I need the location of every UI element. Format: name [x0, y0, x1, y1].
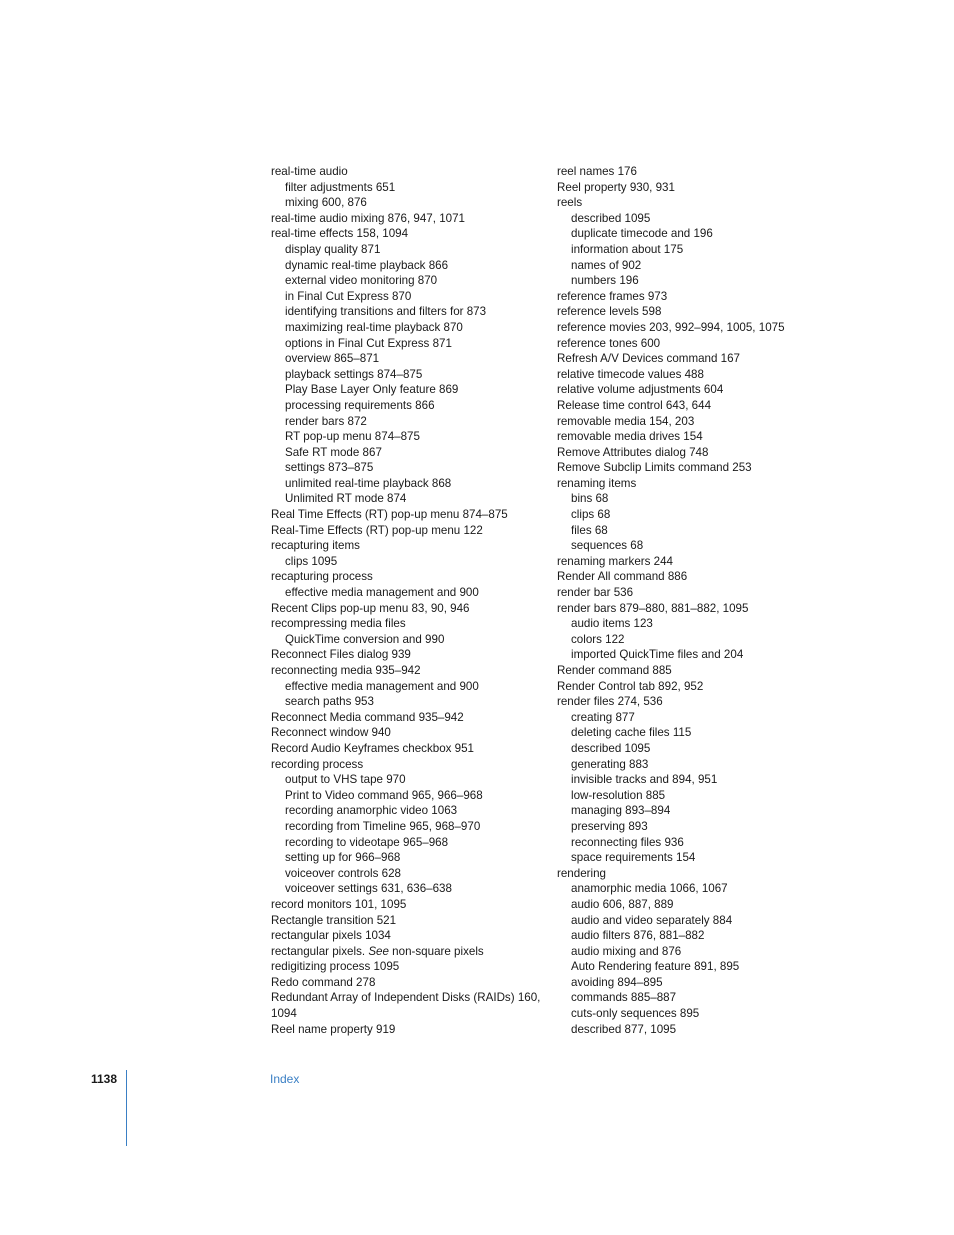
index-subentry: imported QuickTime files and 204	[571, 648, 744, 662]
index-subentry: clips 1095	[285, 554, 338, 568]
index-entry: Reel name property 919	[271, 1022, 396, 1036]
index-entry: reference movies 203, 992–994, 1005, 1075	[557, 320, 785, 334]
index-subentry: setting up for 966–968	[285, 851, 401, 865]
index-entry: Redundant Array of Independent Disks (RAIDs) 160,	[271, 991, 541, 1005]
page-number: 1138	[91, 1072, 118, 1086]
index-subentry: commands 885–887	[571, 991, 677, 1005]
index-subentry: described 877, 1095	[571, 1022, 677, 1036]
index-entry: reference levels 598	[557, 305, 662, 319]
index-subentry: managing 893–894	[571, 804, 671, 818]
index-subentry: dynamic real-time playback 866	[285, 258, 449, 272]
index-subentry: audio 606, 887, 889	[571, 897, 674, 911]
index-subentry: cuts-only sequences 895	[571, 1007, 700, 1021]
index-entry: Release time control 643, 644	[557, 398, 712, 412]
index-subentry: numbers 196	[571, 274, 639, 288]
index-subentry: mixing 600, 876	[285, 196, 367, 210]
index-subentry: render bars 872	[285, 414, 367, 428]
index-entry: renaming markers 244	[557, 554, 673, 568]
index-subentry: recording anamorphic video 1063	[285, 804, 458, 818]
index-subentry: Play Base Layer Only feature 869	[285, 383, 459, 397]
index-subentry: recording to videotape 965–968	[285, 835, 449, 849]
index-entry: reference frames 973	[557, 289, 668, 303]
index-entry: Remove Subclip Limits command 253	[557, 461, 752, 475]
index-subentry: reconnecting files 936	[571, 835, 684, 849]
index-entry: render files 274, 536	[557, 695, 663, 709]
index-subentry: invisible tracks and 894, 951	[571, 773, 718, 787]
index-entry: Reel property 930, 931	[557, 180, 675, 194]
index-entry: Render command 885	[557, 664, 672, 677]
index-entry: recompressing media files	[271, 617, 406, 631]
index-subentry: effective media management and 900	[285, 586, 479, 600]
index-entry: recapturing items	[271, 539, 360, 553]
index-subentry: anamorphic media 1066, 1067	[571, 882, 728, 896]
index-subentry: playback settings 874–875	[285, 367, 423, 381]
index-subentry: display quality 871	[285, 242, 381, 256]
index-subentry: maximizing real-time playback 870	[285, 320, 463, 334]
index-subentry: output to VHS tape 970	[285, 773, 406, 787]
index-subentry: clips 68	[571, 508, 611, 522]
index-subentry: audio items 123	[571, 617, 653, 631]
index-subentry: voiceover settings 631, 636–638	[285, 882, 452, 896]
index-subentry: settings 873–875	[285, 461, 374, 475]
index-subentry: space requirements 154	[571, 851, 696, 865]
index-subentry: bins 68	[571, 492, 609, 506]
index-entry: Remove Attributes dialog 748	[557, 445, 709, 459]
index-entry: reel names 176	[557, 165, 637, 178]
index-subentry: search paths 953	[285, 695, 374, 709]
index-subentry: Safe RT mode 867	[285, 445, 382, 459]
index-entry: rectangular pixels 1034	[271, 929, 391, 943]
index-subentry: in Final Cut Express 870	[285, 289, 412, 303]
index-subentry: names of 902	[571, 258, 642, 272]
index-entry: record monitors 101, 1095	[271, 897, 407, 911]
index-entry: rendering	[557, 866, 606, 880]
index-entry: recapturing process	[271, 570, 373, 584]
index-subentry: duplicate timecode and 196	[571, 227, 713, 241]
index-entry: Real Time Effects (RT) pop-up menu 874–875	[271, 508, 508, 522]
index-entry: Record Audio Keyframes checkbox 951	[271, 741, 475, 755]
index-subentry: creating 877	[571, 710, 635, 724]
index-entry: render bar 536	[557, 586, 634, 600]
index-subentry: options in Final Cut Express 871	[285, 336, 452, 350]
index-subentry: audio and video separately 884	[571, 913, 733, 927]
footer-divider	[126, 1070, 127, 1146]
index-entry: reels	[557, 196, 583, 210]
index-subentry: files 68	[571, 523, 608, 537]
index-subentry: recording from Timeline 965, 968–970	[285, 819, 481, 833]
index-subentry: Print to Video command 965, 966–968	[285, 788, 483, 802]
index-entry: Refresh A/V Devices command 167	[557, 352, 741, 366]
index-entry: redigitizing process 1095	[271, 960, 400, 974]
index-entry: Reconnect Files dialog 939	[271, 648, 411, 662]
index-subentry: information about 175	[571, 242, 684, 256]
index-subentry: deleting cache files 115	[571, 726, 692, 740]
index-subentry: low-resolution 885	[571, 788, 666, 802]
index-entry: removable media drives 154	[557, 430, 703, 444]
index-entry: real-time audio mixing 876, 947, 1071	[271, 211, 465, 225]
index-entry: reconnecting media 935–942	[271, 664, 421, 677]
index-subentry: sequences 68	[571, 539, 644, 553]
index-entry: recording process	[271, 757, 364, 771]
index-entry: removable media 154, 203	[557, 414, 695, 428]
index-subentry: processing requirements 866	[285, 398, 435, 412]
index-entry: Render All command 886	[557, 570, 688, 584]
index-subentry: effective media management and 900	[285, 679, 479, 693]
index-subentry: audio filters 876, 881–882	[571, 929, 705, 943]
index-entry: Rectangle transition 521	[271, 913, 397, 927]
index-entry: Reconnect window 940	[271, 726, 391, 740]
index-entry: Real-Time Effects (RT) pop-up menu 122	[271, 523, 483, 537]
index-entry: real-time effects 158, 1094	[271, 227, 409, 241]
index-subentry: described 1095	[571, 211, 651, 225]
index-subentry: external video monitoring 870	[285, 274, 438, 288]
index-subentry: unlimited real-time playback 868	[285, 476, 452, 490]
index-entry: reference tones 600	[557, 336, 661, 350]
index-entry: Recent Clips pop-up menu 83, 90, 946	[271, 601, 470, 615]
index-subentry: audio mixing and 876	[571, 944, 682, 958]
index-entry: Reconnect Media command 935–942	[271, 710, 464, 724]
index-subentry: overview 865–871	[285, 352, 380, 366]
index-subentry: preserving 893	[571, 819, 648, 833]
index-entry: render bars 879–880, 881–882, 1095	[557, 601, 749, 615]
index-subentry: RT pop-up menu 874–875	[285, 430, 420, 444]
index-entry: relative volume adjustments 604	[557, 383, 724, 397]
index-entry: real-time audio	[271, 165, 348, 178]
index-entry: Redo command 278	[271, 975, 376, 989]
index-entry: relative timecode values 488	[557, 367, 704, 381]
index-subentry: described 1095	[571, 741, 651, 755]
index-column-left	[271, 164, 543, 1037]
index-subentry: voiceover controls 628	[285, 866, 401, 880]
index-entry: rectangular pixels. See non-square pixels	[271, 944, 484, 958]
index-subentry: Unlimited RT mode 874	[285, 492, 407, 506]
index-subentry: identifying transitions and filters for 873	[285, 305, 487, 319]
index-subentry: filter adjustments 651	[285, 180, 396, 194]
index-subentry: Auto Rendering feature 891, 895	[571, 960, 740, 974]
index-subentry: generating 883	[571, 757, 649, 771]
index-subentry: QuickTime conversion and 990	[285, 632, 445, 646]
index-entry: Render Control tab 892, 952	[557, 679, 704, 693]
section-label: Index	[270, 1072, 300, 1086]
index-entry: renaming items	[557, 476, 637, 490]
index-subentry: colors 122	[571, 632, 625, 646]
index-column-right	[557, 164, 797, 1037]
index-subentry: avoiding 894–895	[571, 975, 663, 989]
index-entry: 1094	[271, 1007, 297, 1021]
